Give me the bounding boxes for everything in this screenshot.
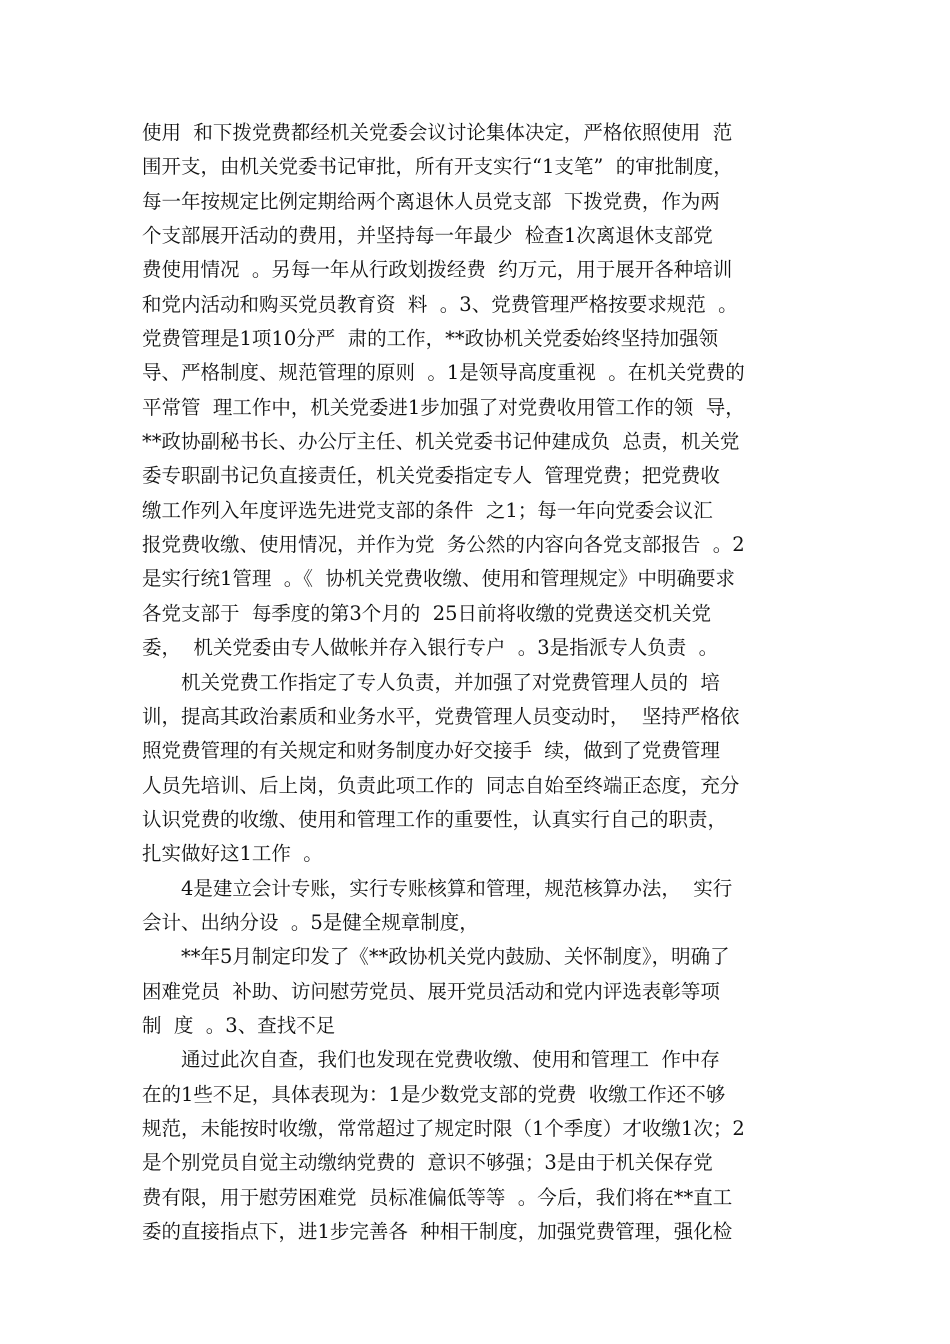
text-line: 围开支，由机关党委书记审批，所有开支实行“1支笔” 的审批制度， [142, 155, 733, 179]
text-line: 委的直接指点下，进1步完善各 种相干制度，加强党费管理，强化检 [142, 1220, 733, 1243]
text-line: 会计、出纳分设 。5是健全规章制度， [142, 910, 479, 934]
document-body [142, 116, 822, 1249]
text-line: 党费管理是1项10分严 肃的工作，**政协机关党委始终坚持加强领 [142, 327, 719, 351]
text-line: 各党支部于 每季度的第3个月的 25日前将收缴的党费送交机关党 [142, 601, 712, 625]
text-line: 委专职副书记负直接责任，机关党委指定专人 管理党费；把党费收 [142, 464, 720, 488]
paragraph-start-line: 4是建立会计专账，实行专账核算和管理，规范核算办法， 实行 [181, 876, 733, 900]
text-line: 缴工作列入年度评选先进党支部的条件 之1；每一年向党委会议汇 [142, 498, 713, 522]
text-line: 在的1些不足，具体表现为：1是少数党支部的党费 收缴工作还不够 [142, 1082, 726, 1106]
text-line: 是个别党员自觉主动缴纳党费的 意识不够强；3是由于机关保存党 [142, 1151, 713, 1175]
text-line: 困难党员 补助、访问慰劳党员、展开党员活动和党内评选表彰等项 [142, 979, 720, 1003]
text-line: 使用 和下拨党费都经机关党委会议讨论集体决定，严格依照使用 范 [142, 121, 733, 144]
text-line: 认识党费的收缴、使用和管理工作的重要性，认真实行自己的职责， [142, 807, 728, 831]
text-line: 费有限，用于慰劳困难党 员标准偏低等等 。今后，我们将在**直工 [142, 1185, 733, 1209]
text-line: 照党费管理的有关规定和财务制度办好交接手 续，做到了党费管理 [142, 739, 720, 763]
text-line: 人员先培训、后上岗，负责此项工作的 同志自始至终端正态度，充分 [142, 773, 740, 797]
text-line: **政协副秘书长、办公厅主任、机关党委书记仲建成负 总责，机关党 [142, 430, 740, 454]
text-line: 平常管 理工作中，机关党委进1步加强了对党费收用管工作的领 导， [142, 395, 745, 419]
paragraph-start-line: 通过此次自查，我们也发现在党费收缴、使用和管理工 作中存 [181, 1048, 720, 1072]
text-line: 是实行统1管理 。《 协机关党费收缴、使用和管理规定》中明确要求 [142, 567, 735, 591]
text-line: 导、严格制度、规范管理的原则 。1是领导高度重视 。在机关党费的 [142, 361, 745, 385]
text-line: 报党费收缴、使用情况，并作为党 务公然的内容向各党支部报告 。2 [142, 533, 745, 557]
text-line: 每一年按规定比例定期给两个离退休人员党支部 下拨党费，作为两 [142, 189, 720, 213]
text-line: 训，提高其政治素质和业务水平，党费管理人员变动时， 坚持严格依 [142, 704, 740, 728]
text-line: 费使用情况 。另每一年从行政划拨经费 约万元，用于展开各种培训 [142, 258, 733, 282]
paragraph-start-line: 机关党费工作指定了专人负责，并加强了对党费管理人员的 培 [181, 670, 720, 694]
text-line: 个支部展开活动的费用，并坚持每一年最少 检查1次离退休支部党 [142, 224, 713, 248]
text-line: 委， 机关党委由专人做帐并存入银行专户 。3是指派专人负责 。 [142, 636, 719, 660]
text-line: 制 度 。3、查找不足 [142, 1013, 336, 1037]
text-line: 扎实做好这1工作 。 [142, 842, 323, 866]
text-line: 和党内活动和购买党员教育资 料 。3、党费管理严格按要求规范 。 [142, 292, 738, 316]
text-line: 规范，未能按时收缴，常常超过了规定时限（1个季度）才收缴1次；2 [142, 1116, 745, 1140]
paragraph-start-line: **年5月制定印发了《**政协机关党内鼓励、关怀制度》，明确了 [181, 945, 730, 969]
